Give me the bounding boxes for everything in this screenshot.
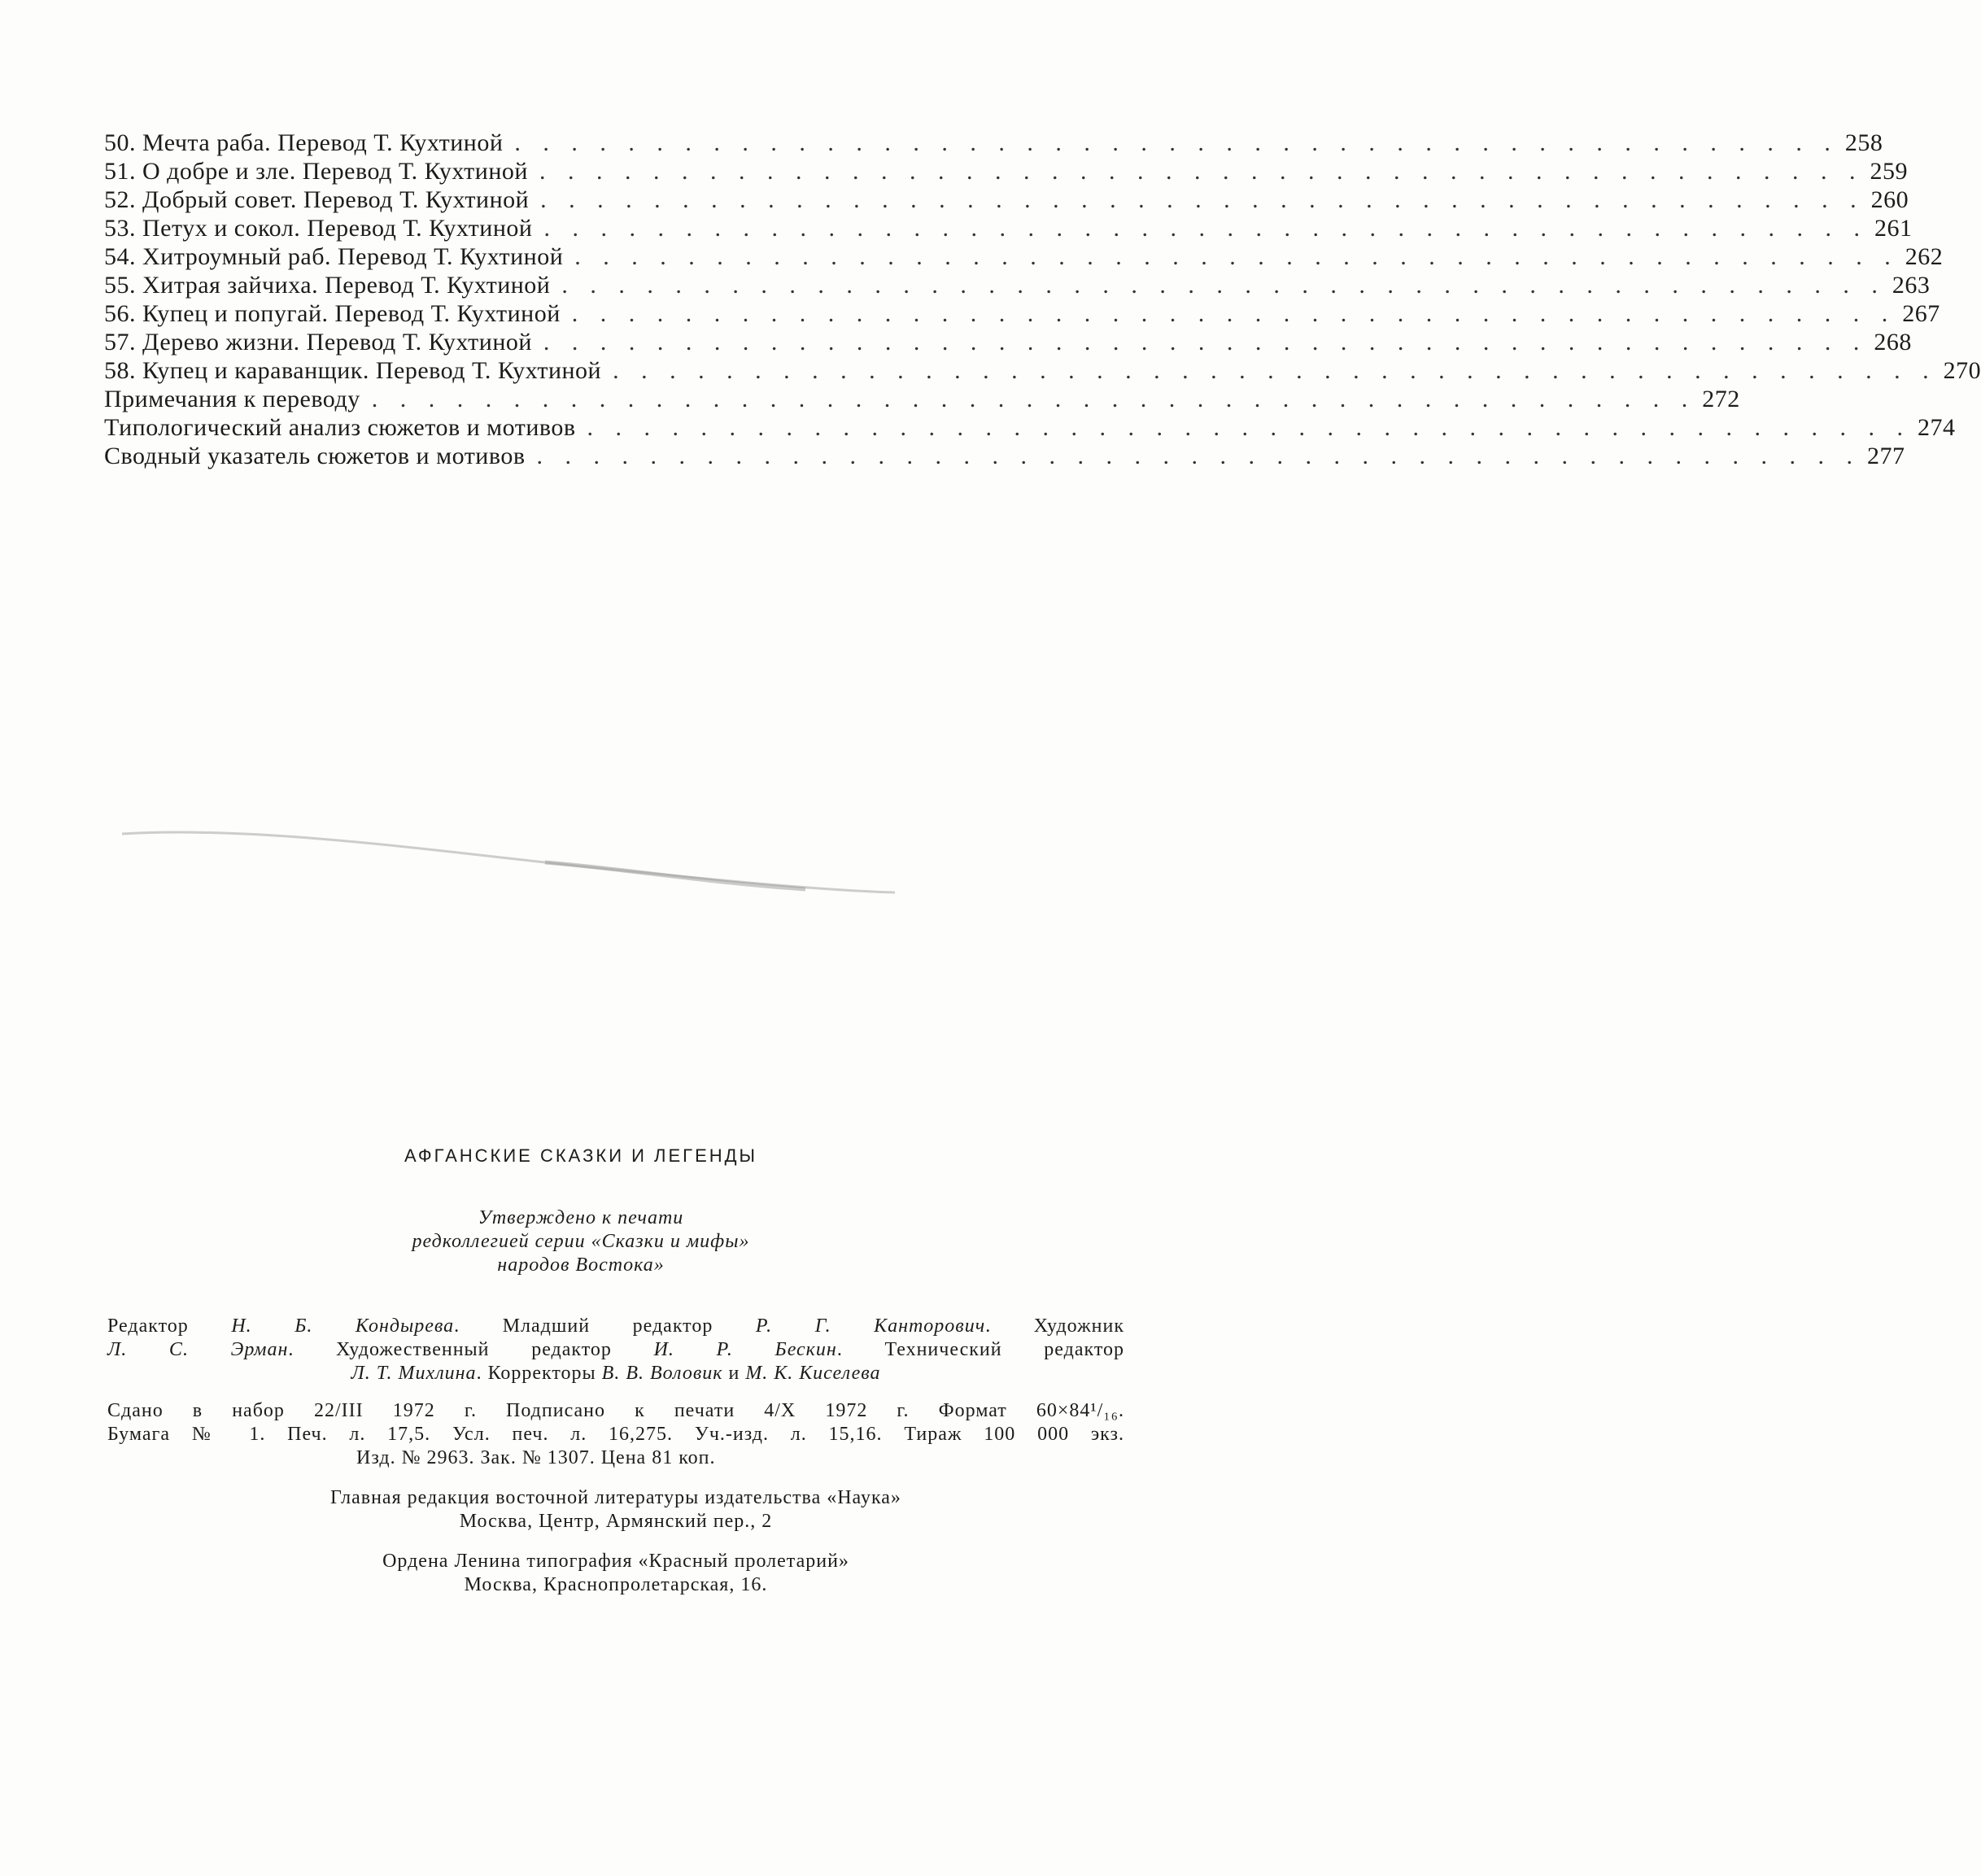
toc-entry-page: 268	[1874, 329, 1912, 356]
toc-entry	[104, 271, 1931, 299]
approval-line: редколлегией серии «Сказки и мифы»	[412, 1231, 750, 1252]
toc-entry-page: 261	[1874, 215, 1913, 242]
publisher-line: Москва, Центр, Армянский пер., 2	[459, 1511, 773, 1532]
toc-dot-leader: . . . . . . . . . . . . . . . . . . . . . . . . . . . . . . . . . . . . . . . . . . . . . . .	[574, 243, 1899, 270]
toc-entry	[104, 413, 1956, 442]
proofreader-name: М. К. Киселева	[745, 1363, 881, 1384]
toc-dot-leader: . . . . . . . . . . . . . . . . . . . . . . . . . . . . . . . . . . . . . . . . . . . . . . .	[587, 414, 1912, 441]
toc-dot-leader: . . . . . . . . . . . . . . . . . . . . . . . . . . . . . . . . . . . . . . . . . . . . . . .	[371, 386, 1696, 412]
table-of-contents	[104, 129, 1981, 470]
toc-dot-leader: . . . . . . . . . . . . . . . . . . . . . . . . . . . . . . . . . . . . . . . . . . . . . . .	[543, 215, 1868, 242]
publisher-line: Главная редакция восточной литературы издательства «Наука»	[330, 1487, 901, 1508]
toc-entry-page: 272	[1702, 386, 1740, 412]
credits-line	[107, 1362, 1124, 1385]
junior-editor-name: Р. Г. Канторович	[755, 1315, 986, 1337]
credits-text: . Младший редактор	[454, 1315, 756, 1337]
paper-crease-mark	[89, 818, 903, 915]
toc-dot-leader: . . . . . . . . . . . . . . . . . . . . . . . . . . . . . . . . . . . . . . . . . . . . . . .	[514, 129, 1839, 156]
toc-entry-title: 55. Хитрая зайчиха. Перевод Т. Кухтиной	[104, 272, 551, 299]
tech-editor-name: Л. Т. Михлина	[351, 1363, 477, 1384]
proofreader-name: В. В. Воловик	[601, 1363, 723, 1384]
toc-entry-title: Примечания к переводу	[104, 386, 360, 412]
editorial-credits	[107, 1315, 1124, 1385]
toc-entry-title: 54. Хитроумный раб. Перевод Т. Кухтиной	[104, 243, 564, 270]
credits-text: . Корректоры	[476, 1363, 602, 1384]
toc-entry	[104, 356, 1981, 385]
toc-entry-page: 259	[1870, 158, 1908, 185]
toc-entry	[104, 328, 1912, 356]
credits-text: . Технический редактор	[836, 1339, 1124, 1360]
publisher-info	[107, 1486, 1124, 1534]
toc-dot-leader: . . . . . . . . . . . . . . . . . . . . . . . . . . . . . . . . . . . . . . . . . . . . . . .	[540, 186, 1865, 213]
print-data	[107, 1399, 1124, 1470]
editor-name: Н. Б. Кондырева	[231, 1315, 455, 1337]
book-title: АФГАНСКИЕ СКАЗКИ И ЛЕГЕНДЫ	[404, 1145, 758, 1166]
toc-entry	[104, 214, 1913, 242]
toc-entry-title: 57. Дерево жизни. Перевод Т. Кухтиной	[104, 329, 532, 356]
printer-line: Москва, Краснопролетарская, 16.	[464, 1574, 768, 1595]
toc-entry-page: 258	[1844, 129, 1883, 156]
toc-entry	[104, 242, 1944, 271]
toc-entry-page: 274	[1918, 414, 1956, 441]
toc-entry-page: 262	[1905, 243, 1944, 270]
print-data-line: Сдано в набор 22/III 1972 г. Подписано к печати 4/X 1972 г. Формат 60×84¹/₁₆.	[107, 1400, 1124, 1421]
toc-dot-leader: . . . . . . . . . . . . . . . . . . . . . . . . . . . . . . . . . . . . . . . . . . . . . . .	[536, 443, 1861, 469]
toc-entry-title: 56. Купец и попугай. Перевод Т. Кухтиной	[104, 300, 561, 327]
toc-entry	[104, 129, 1883, 157]
credits-text: . Художественный редактор	[288, 1339, 654, 1360]
toc-entry-title: 52. Добрый совет. Перевод Т. Кухтиной	[104, 186, 530, 213]
credits-text: . Художник	[985, 1315, 1125, 1337]
approval-line: народов Востока»	[497, 1254, 665, 1276]
toc-entry-title: Сводный указатель сюжетов и мотивов	[104, 443, 526, 469]
credits-line	[107, 1315, 1124, 1338]
toc-entry-title: 53. Петух и сокол. Перевод Т. Кухтиной	[104, 215, 533, 242]
toc-dot-leader: . . . . . . . . . . . . . . . . . . . . . . . . . . . . . . . . . . . . . . . . . . . . . . .	[561, 272, 1886, 299]
art-editor-name: И. Р. Бескин	[653, 1339, 837, 1360]
toc-entry-page: 270	[1943, 357, 1981, 384]
toc-entry	[104, 157, 1908, 185]
printer-line: Ордена Ленина типография «Красный пролетарий»	[382, 1551, 849, 1572]
approval-note	[0, 1206, 1162, 1277]
print-data-line: Изд. № 2963. Зак. № 1307. Цена 81 коп.	[356, 1447, 716, 1468]
toc-entry-title: 51. О добре и зле. Перевод Т. Кухтиной	[104, 158, 528, 185]
artist-name: Л. С. Эрман	[107, 1339, 289, 1360]
toc-entry	[104, 385, 1740, 413]
toc-entry-title: 50. Мечта раба. Перевод Т. Кухтиной	[104, 129, 504, 156]
toc-entry-page: 267	[1902, 300, 1940, 327]
toc-dot-leader: . . . . . . . . . . . . . . . . . . . . . . . . . . . . . . . . . . . . . . . . . . . . . . .	[613, 357, 1937, 384]
approval-line: Утверждено к печати	[478, 1207, 684, 1228]
toc-entry-title: 58. Купец и караванщик. Перевод Т. Кухтиной	[104, 357, 602, 384]
toc-entry-page: 263	[1892, 272, 1931, 299]
credits-line	[107, 1338, 1124, 1362]
print-data-line: Бумага № 1. Печ. л. 17,5. Усл. печ. л. 16,275. Уч.-изд. л. 15,16. Тираж 100 000 экз.	[107, 1424, 1124, 1445]
toc-dot-leader: . . . . . . . . . . . . . . . . . . . . . . . . . . . . . . . . . . . . . . . . . . . . . . .	[543, 329, 1868, 356]
credits-text: и	[722, 1363, 746, 1384]
printer-info	[107, 1550, 1124, 1597]
toc-entry	[104, 299, 1940, 328]
toc-dot-leader: . . . . . . . . . . . . . . . . . . . . . . . . . . . . . . . . . . . . . . . . . . . . . . .	[571, 300, 1896, 327]
toc-entry-page: 260	[1870, 186, 1909, 213]
toc-entry-page: 277	[1866, 443, 1905, 469]
toc-dot-leader: . . . . . . . . . . . . . . . . . . . . . . . . . . . . . . . . . . . . . . . . . . . . . . .	[539, 158, 1864, 185]
toc-entry	[104, 442, 1905, 470]
toc-entry	[104, 185, 1909, 214]
credits-text: Редактор	[107, 1315, 232, 1337]
toc-entry-title: Типологический анализ сюжетов и мотивов	[104, 414, 576, 441]
